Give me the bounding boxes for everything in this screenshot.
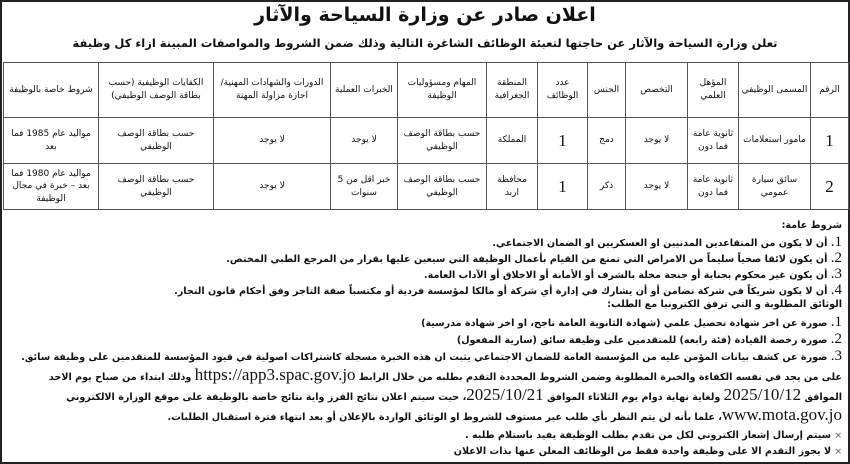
cell: حسب بطاقة الوصف الوظيفي <box>99 164 214 210</box>
text: وذلك ابتداء من صباح يوم الاحد <box>48 372 192 383</box>
cell: مواليد عام 1985 فما بعد <box>4 118 99 164</box>
item-text: أن يكون لائقا صحياً سليماً من الامراض التي تمنع من القيام بأعمال الوظيفة التي سيعين عليها بقرار من المرجع الطبي المختص. <box>226 254 828 265</box>
cell: 1 <box>538 118 588 164</box>
bullet-icon: × <box>834 431 842 441</box>
cell: ثانوية عامة فما دون <box>688 164 739 210</box>
column-header: الخبرات العملية <box>331 63 398 118</box>
table-header-row <box>4 63 849 118</box>
website-link[interactable]: www.mota.gov.jo <box>721 405 842 424</box>
column-header: المؤهل العلمي <box>688 63 739 118</box>
cell: حسب بطاقة الوصف الوظيفي <box>398 164 487 210</box>
cell: لا يوجد <box>214 118 331 164</box>
application-line-2 <box>6 384 842 406</box>
text: الموافق <box>804 392 842 403</box>
cell: 1 <box>538 164 588 210</box>
cell: ذكر <box>588 164 626 210</box>
column-header: المسمى الوظيفي <box>739 63 811 118</box>
item-number: 3. <box>830 348 842 364</box>
column-header: الكفايات الوظيفية (حسب بطاقة الوصف الوظيفي) <box>99 63 214 118</box>
general-conditions-heading: شروط عامة: <box>781 220 842 231</box>
note-text: سيتم إرسال إشعار الكتروني لكل من تقدم بطلب الوظيفة يفيد باستلام طلبه . <box>465 430 832 441</box>
cell: لا يوجد <box>626 164 688 210</box>
cell: حسب بطاقة الوصف الوظيفي <box>398 118 487 164</box>
note-text: لا يجوز التقدم الا على وظيفة واحدة فقط من الوظائف المعلن عنها بذات الاعلان <box>453 446 832 457</box>
cell: لا يوجد <box>331 118 398 164</box>
note-item <box>6 446 842 459</box>
item-text: أن يكون غير محكوم بجناية أو جنحة مخلة بالشرف أو الأمانة أو الاخلاق أو الآداب العامة. <box>424 270 828 281</box>
note-item <box>6 430 842 443</box>
item-number: 3. <box>830 266 842 282</box>
item-text: صورة رخصة القيادة (فئة رابعه) للمتقدمين على وظيفة سائق (سارية المفعول) <box>456 335 828 346</box>
text: على من يجد في نفسه الكفاءة والخبرة المطلوبة وضمن الشروط المحددة التقدم بطلبه من خلال الرابط <box>358 372 842 383</box>
cell: 2 <box>811 164 849 210</box>
cell: محافظة اربد <box>487 164 538 210</box>
jobs-table <box>3 62 849 210</box>
application-url-link[interactable]: https://app3.spac.gov.jo <box>194 365 356 384</box>
column-header: شروط خاصة بالوظيفة <box>4 63 99 118</box>
cell: لا يوجد <box>214 164 331 210</box>
cell: لا يوجد <box>626 118 688 164</box>
column-header: عدد الوظائف <box>538 63 588 118</box>
text: ، علما بأنه لن يتم النظر بأي طلب غير مستوف للشروط او الوثائق الواردة بالإعلان أو بعد انتهاء فترة استقبال الطلبات. <box>167 412 722 423</box>
cell: خبر اقل من 5 سنوات <box>331 164 398 210</box>
column-header: الجنس <box>588 63 626 118</box>
item-number: 2. <box>830 250 842 266</box>
item-text: أن لا يكون شريكاً في شركة تضامن أو أن يشارك في إدارة أي شركة أو مالكا لمؤسسة فردية أو مكتسباً صفة التاجر وفق أحكام قانون التجار. <box>174 286 828 297</box>
item-number: 1. <box>830 314 842 330</box>
item-number: 4. <box>830 282 842 298</box>
item-number: 2. <box>830 331 842 347</box>
column-header: الدورات والشهادات المهنية/اجازة مزاولة المهنة <box>214 63 331 118</box>
cell: 1 <box>811 118 849 164</box>
table-row <box>4 164 849 210</box>
item-number: 1. <box>830 234 842 250</box>
cell: مواليد عام 1980 فما بعد – خبرة في مجال الوظيفة <box>4 164 99 210</box>
end-date: 2025/10/21 <box>466 385 544 404</box>
text: ، حيث سيتم اعلان نتائج الفرز واية نتائج خاصة بالوظيفة على موقع الوزارة الالكتروني <box>66 392 467 403</box>
cell: دمج <box>588 118 626 164</box>
item-text: صورة عن كشف بيانات المؤمن عليه من المؤسسة العامة للضمان الاجتماعي يثبت ان هذه الخبرة مسجلة كاشتراكات اصولية في قيود المؤسسة للمتقدمين على وظيفة سائق. <box>21 352 828 363</box>
cell: سائق سيارة عمومي <box>739 164 811 210</box>
bullet-icon: × <box>834 447 842 457</box>
page-title: اعلان صادر عن وزارة السياحة والآثار <box>254 4 596 26</box>
cell: حسب بطاقة الوصف الوظيفي <box>99 118 214 164</box>
application-line-3 <box>6 404 842 426</box>
start-date: 2025/10/12 <box>723 385 802 404</box>
cell: المملكة <box>487 118 538 164</box>
application-line-1 <box>6 364 842 386</box>
column-header: المنطقة الجغرافية <box>487 63 538 118</box>
condition-item <box>6 281 842 301</box>
page-subtitle: تعلن وزارة السياحة والآثار عن حاجتها لتعبئة الوظائف الشاغرة التالية وذلك ضمن الشروط والمواصفات المبينة ازاء كل وظيفة <box>72 36 778 50</box>
item-text: أن لا يكون من المتقاعدين المدنيين او العسكريين او الضمان الاجتماعي. <box>492 238 828 249</box>
column-header: التخصص <box>626 63 688 118</box>
table-row <box>4 118 849 164</box>
cell: مامور استعلامات <box>739 118 811 164</box>
text: ولغاية نهاية دوام يوم الثلاثاء الموافق <box>547 392 721 403</box>
column-header: الرقم <box>811 63 849 118</box>
cell: ثانوية عامة فما دون <box>688 118 739 164</box>
item-text: صورة عن اخر شهادة تحصيل علمي (شهادة الثانوية العامة ناجح، او اخر شهادة مدرسية) <box>421 318 828 329</box>
column-header: المهام ومسؤوليات الوظيفة <box>398 63 487 118</box>
documents-heading: الوثائق المطلوبة و التي ترفق الكترونيا مع الطلب: <box>607 299 842 310</box>
